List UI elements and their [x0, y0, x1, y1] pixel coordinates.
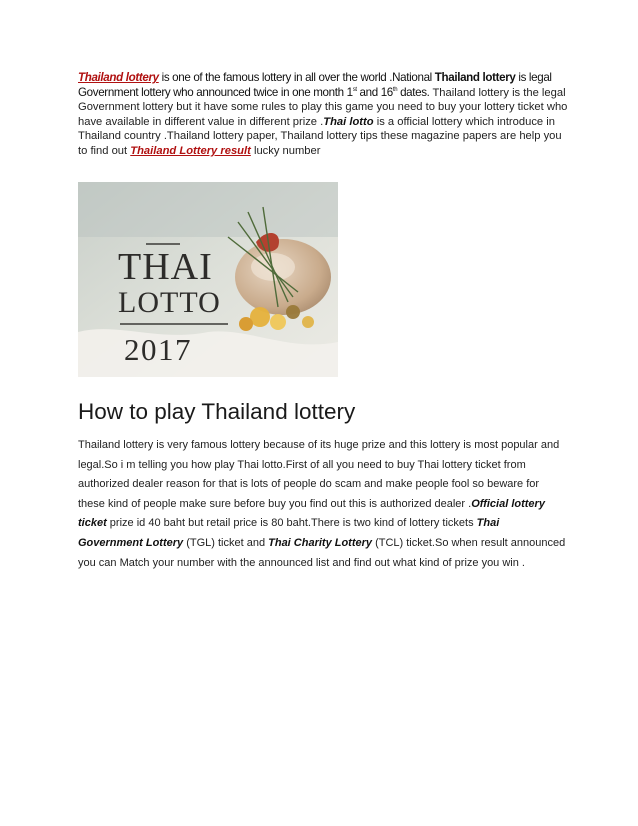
how-to-play-paragraph — [78, 436, 566, 573]
hero-blur-top — [78, 182, 338, 237]
sup-st: st — [352, 86, 357, 93]
intro-text-a: is one of the famous lottery in all over the world .National — [158, 71, 435, 84]
hero-title-thai: THAI — [118, 246, 213, 288]
official-lottery-ticket: Official lottery ticket — [78, 497, 545, 530]
intro-text-and: and 16 — [356, 85, 393, 99]
thailand-lottery-result-link[interactable]: Thailand Lottery result — [130, 144, 251, 157]
intro-text-b: is legal Government lottery who announced twice in one month 1 — [78, 71, 552, 99]
hero-title-lotto: LOTTO — [118, 286, 221, 319]
intro-thai-lotto: Thai lotto — [323, 115, 374, 128]
section-text-4: (TCL) ticket.So when result announced you can Match your number with the announced list and find out what kind of prize you win . — [78, 536, 566, 569]
section-text-2: prize id 40 baht but retail price is 80 baht.There is two kind of lottery tickets — [106, 517, 477, 530]
thai-charity-lottery: Thai Charity Lottery — [268, 536, 373, 549]
intro-text-c: Thailand lottery is the legal Government lottery but it have some rules to play this game you need to buy your lottery ticket who have available in different value in different prize . — [78, 86, 568, 128]
intro-text-d: is a official lottery which introduce in Thailand country .Thailand lottery paper, Thailand lottery tips these magazine papers are help you to find out — [78, 115, 562, 157]
hero-svg — [78, 182, 338, 377]
section-text-1: Thailand lottery is very famous lottery because of its huge prize and this lottery is most popular and legal.So i m telling you how play Thai lotto.First of all you need to buy Thai lottery ticket from authorized dealer reason for that is lots of people do scam and make people fool so beware for these kind of people make sure before buy you find out this is authorized dealer . — [78, 439, 560, 510]
intro-text-dates: dates. — [397, 85, 430, 99]
thailand-lottery-link[interactable]: Thailand lottery — [78, 71, 159, 84]
hero-year: 2017 — [124, 332, 192, 367]
thai-lotto-2017-image — [78, 182, 338, 377]
sup-th: th — [392, 86, 398, 93]
thai-government-lottery: Thai Government Lottery — [78, 517, 500, 549]
section-text-3: (TGL) ticket and — [183, 536, 269, 549]
intro-text-e: lucky number — [250, 144, 321, 157]
how-to-play-heading: How to play Thailand lottery — [78, 399, 356, 424]
intro-paragraph — [78, 71, 568, 159]
intro-bold-thailand-lottery: Thailand lottery — [434, 71, 516, 84]
